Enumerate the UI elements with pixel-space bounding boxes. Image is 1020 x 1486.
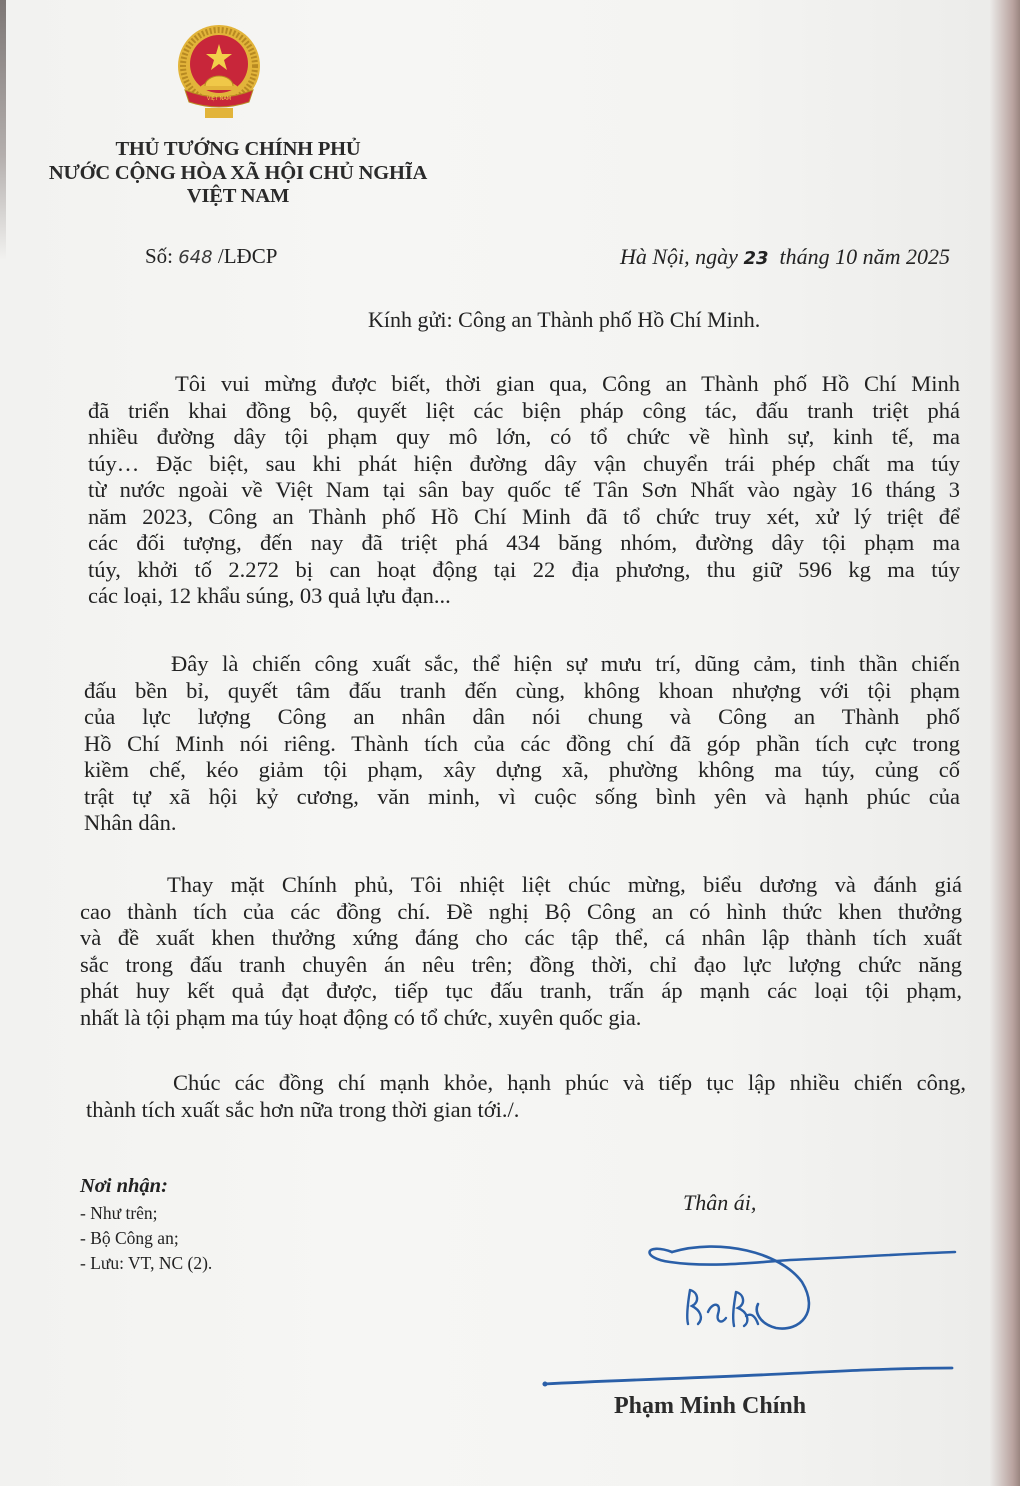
body-paragraph-1 <box>88 371 960 610</box>
text-line: của lực lượng Công an nhân dân nói chung và Công an Thành phố <box>84 704 960 729</box>
text-line: năm 2023, Công an Thành phố Hồ Chí Minh đã tổ chức truy xét, xử lý triệt để <box>88 503 960 529</box>
text-line: Hồ Chí Minh nói riêng. Thành tích của các đồng chí đã góp phần tích cực trong <box>84 730 960 756</box>
country-name-line2: VIỆT NAM <box>186 185 290 207</box>
date-place: Hà Nội, ngày <box>619 244 738 269</box>
document-number <box>145 244 277 269</box>
issuer-title: THỦ TƯỚNG CHÍNH PHỦ <box>115 138 361 160</box>
date-month-year: tháng 10 năm 2025 <box>779 244 950 269</box>
distribution-item: - Như trên; <box>80 1203 158 1223</box>
text-line: nhất là tội phạm ma túy hoạt động có tổ chức, xuyên quốc gia. <box>80 1004 642 1030</box>
page-edge-shadow <box>0 0 6 260</box>
date-day-handwritten: 23 <box>743 248 769 269</box>
document-number-prefix: Số: <box>145 244 174 268</box>
text-line: Nhân dân. <box>84 810 177 835</box>
text-line: Thay mặt Chính phủ, Tôi nhiệt liệt chúc mừng, biểu dương và đánh giá <box>167 872 962 897</box>
text-line: phát huy kết quả đạt được, tiếp tục đấu tranh, trấn áp mạnh các loại tội phạm, <box>80 978 962 1003</box>
text-line: Tôi vui mừng được biết, thời gian qua, Công an Thành phố Hồ Chí Minh <box>175 371 960 396</box>
text-line: từ nước ngoài về Việt Nam tại sân bay quốc tế Tân Sơn Nhất vào ngày 16 tháng 3 <box>88 477 960 502</box>
distribution-title: Nơi nhận: <box>80 1175 168 1197</box>
text-line: các loại, 12 khẩu súng, 03 quả lựu đạn... <box>88 583 451 608</box>
national-emblem-icon <box>175 24 263 120</box>
text-line: trật tự xã hội kỷ cương, văn minh, vì cuộc sống bình yên và hạnh phúc của <box>84 783 960 809</box>
text-line: Chúc các đồng chí mạnh khỏe, hạnh phúc và tiếp tục lập nhiều chiến công, <box>173 1070 966 1095</box>
text-line: túy… Đặc biệt, sau khi phát hiện đường dây vận chuyển trái phép chất ma túy <box>88 450 960 476</box>
document-number-suffix: /LĐCP <box>217 244 278 268</box>
distribution-item: - Lưu: VT, NC (2). <box>80 1253 213 1273</box>
text-line: sắc trong đấu tranh chuyên án nêu trên; đồng thời, chỉ đạo lực lượng chức năng <box>80 951 962 977</box>
signature-icon <box>540 1232 960 1392</box>
text-line: thành tích xuất sắc hơn nữa trong thời gian tới./. <box>86 1096 520 1122</box>
distribution-list <box>80 1175 212 1276</box>
body-paragraph-2 <box>84 651 960 837</box>
country-name: NƯỚC CỘNG HÒA XÃ HỘI CHỦ NGHĨA <box>48 162 428 184</box>
text-line: và đề xuất khen thưởng xứng đáng cho các tập thể, cá nhân lập thành tích xuất <box>80 925 962 950</box>
svg-text:VIỆT NAM: VIỆT NAM <box>206 96 232 102</box>
distribution-item: - Bộ Công an; <box>80 1228 179 1248</box>
body-paragraph-3 <box>80 872 962 1031</box>
recipient-line: Kính gửi: Công an Thành phố Hồ Chí Minh. <box>368 307 761 332</box>
closing-salutation: Thân ái, <box>683 1190 757 1215</box>
text-line: đấu bền bỉ, quyết tâm đấu tranh đến cùng, không khoan nhượng với tội phạm <box>84 677 960 703</box>
signer-name: Phạm Minh Chính <box>614 1393 807 1419</box>
text-line: Đây là chiến công xuất sắc, thể hiện sự mưu trí, dũng cảm, tinh thần chiến <box>171 651 960 676</box>
text-line: đã triển khai đồng bộ, quyết liệt các biện pháp công tác, đấu tranh triệt phá <box>88 397 960 423</box>
body-paragraph-4 <box>86 1070 966 1123</box>
text-line: túy, khởi tố 2.272 bị can hoạt động tại 22 địa phương, thu giữ 596 kg ma túy <box>88 556 960 582</box>
text-line: cao thành tích của các đồng chí. Đề nghị Bộ Công an có hình thức khen thưởng <box>80 898 962 924</box>
text-line: các đối tượng, đến nay đã triệt phá 434 băng nhóm, đường dây tội phạm ma <box>88 530 960 555</box>
document-number-value: 648 <box>178 247 213 268</box>
text-line: nhiều đường dây tội phạm quy mô lớn, có tổ chức về hình sự, kinh tế, ma <box>88 424 960 449</box>
text-line: kiềm chế, kéo giảm tội phạm, xây dựng xã, phường không ma túy, củng cố <box>84 757 960 782</box>
document-date <box>620 244 950 270</box>
